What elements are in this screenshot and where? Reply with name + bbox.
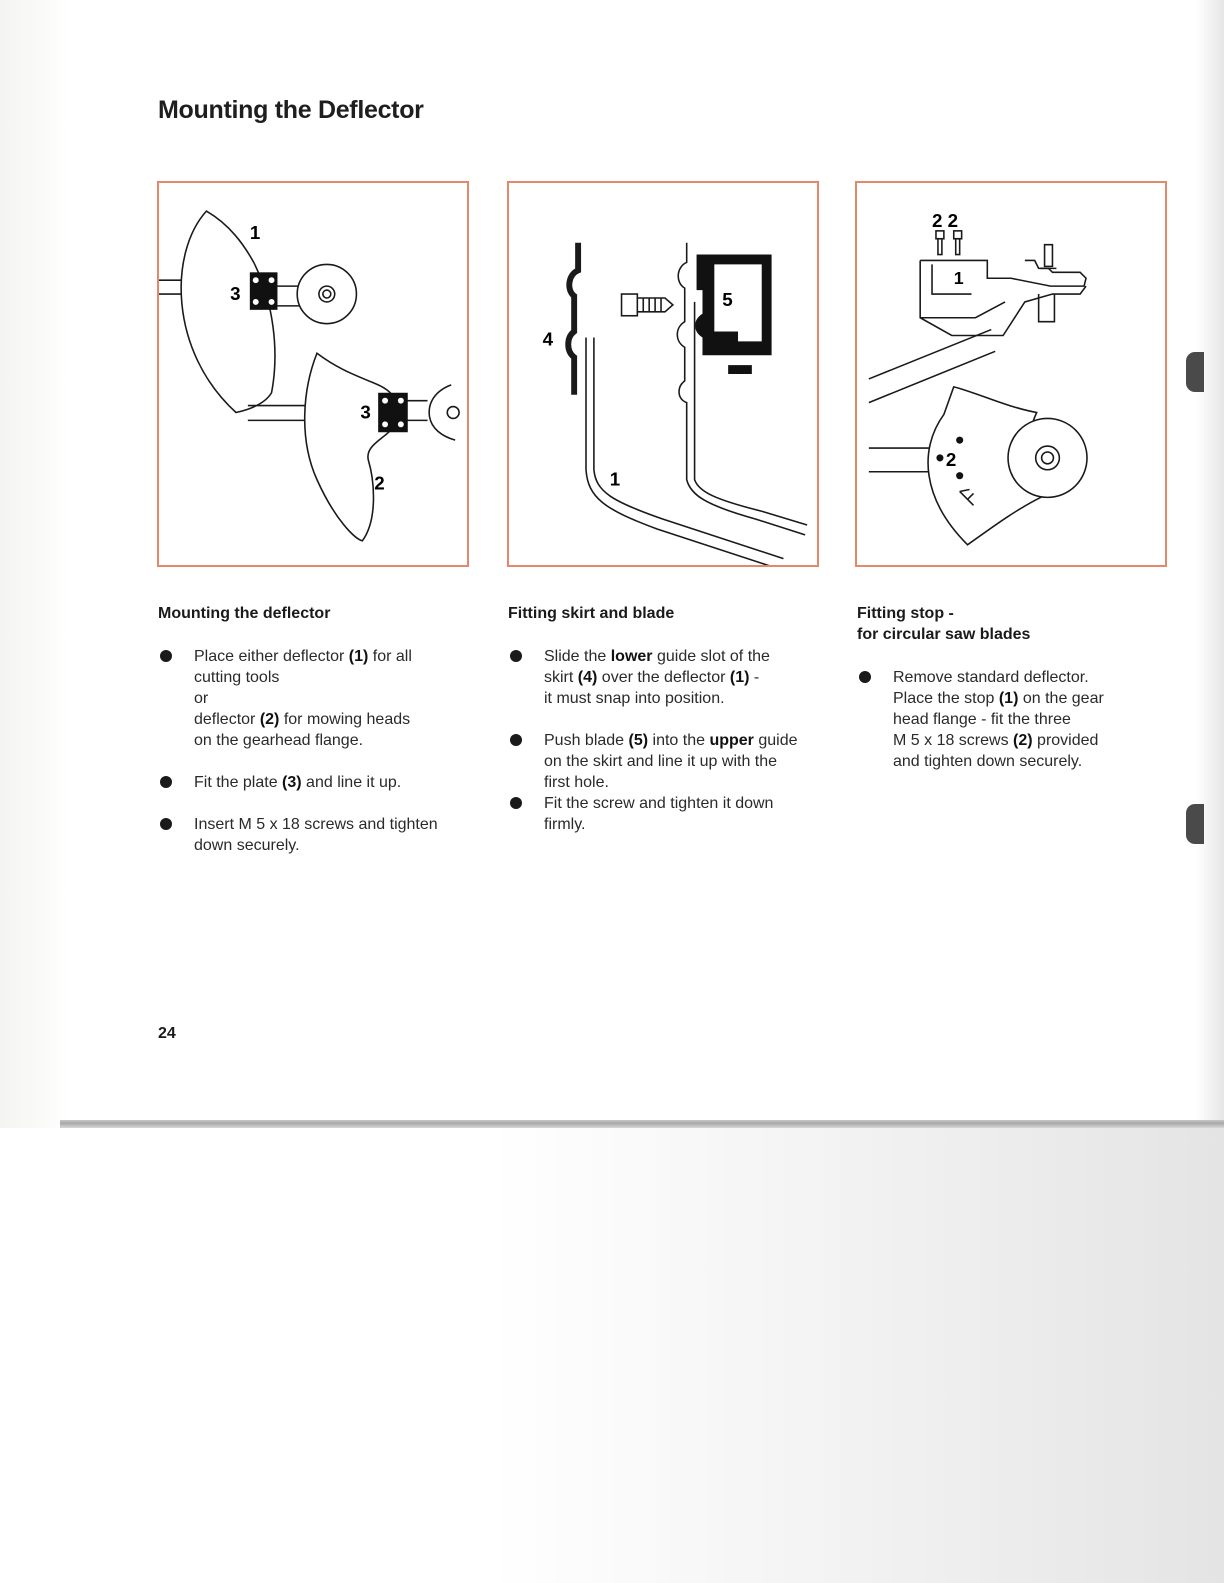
bullet-icon <box>510 650 522 662</box>
step-line: Fit the screw and tighten it down <box>544 795 774 812</box>
scan-right-shadow <box>1196 0 1224 1128</box>
page-number: 24 <box>158 1025 176 1042</box>
step-line: Remove standard deflector. <box>893 669 1089 686</box>
column-mounting-deflector <box>158 603 478 877</box>
page-bottom-edge <box>60 1120 1224 1128</box>
deflector-illustration <box>159 183 467 565</box>
step-line: it must snap into position. <box>544 690 725 707</box>
callout-1: 1 <box>609 468 621 490</box>
heading-line: Fitting stop - <box>857 605 954 622</box>
step-line: Insert M 5 x 18 screws and tighten <box>194 816 438 833</box>
instruction-step <box>508 646 828 709</box>
callout-4: 4 <box>542 328 554 350</box>
instruction-step <box>158 814 478 856</box>
step-line: head flange - fit the three <box>893 711 1071 728</box>
bullet-icon <box>859 671 871 683</box>
skirt-blade-illustration <box>509 183 817 565</box>
step-line: down securely. <box>194 837 300 854</box>
page-title: Mounting the Deflector <box>158 96 424 124</box>
column-fitting-skirt-blade <box>508 603 828 856</box>
step-line: firmly. <box>544 816 586 833</box>
step-line: Push blade (5) into the upper guide <box>544 732 798 749</box>
figure-skirt-and-blade <box>507 181 819 567</box>
bullet-icon <box>160 650 172 662</box>
heading-line: for circular saw blades <box>857 626 1031 643</box>
section-heading <box>158 603 478 624</box>
step-line: or <box>194 690 209 707</box>
callout-3: 3 <box>230 282 241 304</box>
callout-2-2: 2 2 <box>932 209 959 231</box>
instruction-step <box>158 646 478 751</box>
step-line: Place either deflector (1) for all <box>194 648 412 665</box>
column-fitting-stop <box>857 603 1157 793</box>
callout-3: 3 <box>360 401 371 423</box>
instruction-step <box>857 667 1157 772</box>
step-line: cutting tools <box>194 669 280 686</box>
step-line: Place the stop (1) on the gear <box>893 690 1104 707</box>
step-line: on the skirt and line it up with the <box>544 753 778 770</box>
step-line: on the gearhead flange. <box>194 732 364 749</box>
callout-2: 2 <box>945 448 957 470</box>
figure-circular-saw-stop <box>855 181 1167 567</box>
step-line: M 5 x 18 screws (2) provided <box>893 732 1099 749</box>
bullet-icon <box>160 818 172 830</box>
section-heading <box>857 603 1157 645</box>
heading-line: Fitting skirt and blade <box>508 605 675 622</box>
figure-deflector-options <box>157 181 469 567</box>
saw-stop-illustration <box>857 183 1165 565</box>
binder-ring-bottom <box>1186 804 1204 844</box>
step-line: and tighten down securely. <box>893 753 1083 770</box>
heading-line: Mounting the deflector <box>158 605 331 622</box>
callout-1: 1 <box>953 268 964 289</box>
binder-ring-top <box>1186 352 1204 392</box>
instruction-step <box>508 730 828 793</box>
bullet-icon <box>510 797 522 809</box>
step-line: Slide the lower guide slot of the <box>544 648 770 665</box>
callout-5: 5 <box>722 288 733 310</box>
callout-2: 2 <box>374 472 385 494</box>
background-below-page <box>0 1128 1224 1583</box>
bullet-icon <box>510 734 522 746</box>
step-line: skirt (4) over the deflector (1) - <box>544 669 760 686</box>
section-heading <box>508 603 828 624</box>
callout-1: 1 <box>249 221 261 243</box>
step-line: Fit the plate (3) and line it up. <box>194 774 402 791</box>
step-line: first hole. <box>544 774 609 791</box>
bullet-icon <box>160 776 172 788</box>
instruction-step <box>158 772 478 793</box>
scan-left-edge <box>0 0 68 1130</box>
instruction-step <box>508 793 828 835</box>
step-line: deflector (2) for mowing heads <box>194 711 411 728</box>
